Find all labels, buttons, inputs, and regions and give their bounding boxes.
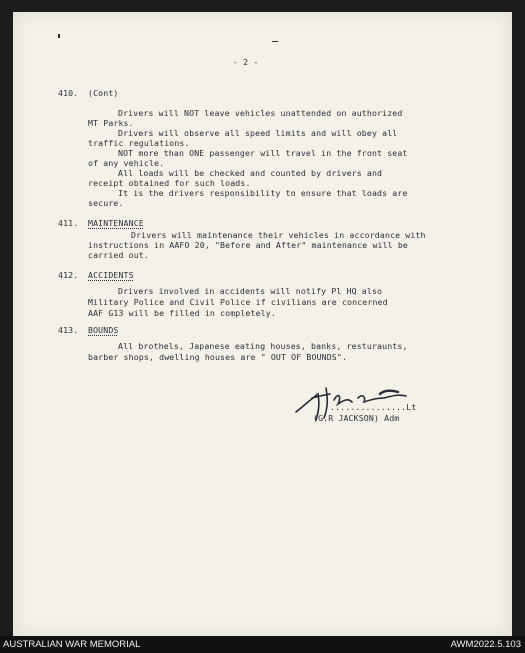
body-line: All brothels, Japanese eating houses, banks, resturaunts,: [118, 341, 408, 351]
archive-footer: [0, 636, 525, 653]
ink-dash: [272, 41, 278, 42]
body-line: receipt obtained for such loads.: [88, 178, 251, 188]
body-line: AAF G13 will be filled in completely.: [88, 308, 276, 318]
section-number: 411.: [58, 218, 79, 228]
accession-number: AWM2022.5.103: [450, 639, 521, 650]
section-heading: (Cont): [88, 88, 119, 98]
document-page: [13, 12, 512, 636]
body-line: Drivers will NOT leave vehicles unattended on authorized: [118, 108, 403, 118]
body-line: secure.: [88, 198, 124, 208]
body-line: All loads will be checked and counted by drivers and: [118, 168, 383, 178]
section-heading: ACCIDENTS: [88, 270, 134, 280]
body-line: Drivers involved in accidents will notify Pl HQ also: [118, 286, 383, 296]
body-line: Drivers will observe all speed limits and will obey all: [118, 128, 398, 138]
section-number: 412.: [58, 270, 79, 280]
body-line: barber shops, dwelling houses are " OUT OF BOUNDS".: [88, 352, 348, 362]
body-line: It is the drivers responsibility to ensure that loads are: [118, 188, 408, 198]
body-line: of any vehicle.: [88, 158, 165, 168]
section-heading: MAINTENANCE: [88, 218, 144, 228]
institution-name: AUSTRALIAN WAR MEMORIAL: [3, 639, 141, 650]
signature-name-line: (G.R JACKSON) Adm: [313, 413, 400, 423]
section-number: 410.: [58, 88, 79, 98]
body-line: MT Parks.: [88, 118, 134, 128]
body-line: NOT more than ONE passenger will travel in the front seat: [118, 148, 408, 158]
body-line: instructions in AAFO 20, "Before and After" maintenance will be: [88, 240, 408, 250]
signature-rank-line: ...............Lt: [330, 402, 417, 412]
body-line: traffic regulations.: [88, 138, 190, 148]
typed-letter: [13, 12, 512, 636]
body-line: Drivers will maintenance their vehicles in accordance with: [131, 230, 426, 240]
body-line: Military Police and Civil Police if civilians are concerned: [88, 297, 388, 307]
body-line: carried out.: [88, 250, 149, 260]
section-number: 413.: [58, 325, 79, 335]
ink-dot: [58, 34, 60, 38]
section-heading: BOUNDS: [88, 325, 119, 335]
page-number: - 2 -: [233, 57, 259, 67]
